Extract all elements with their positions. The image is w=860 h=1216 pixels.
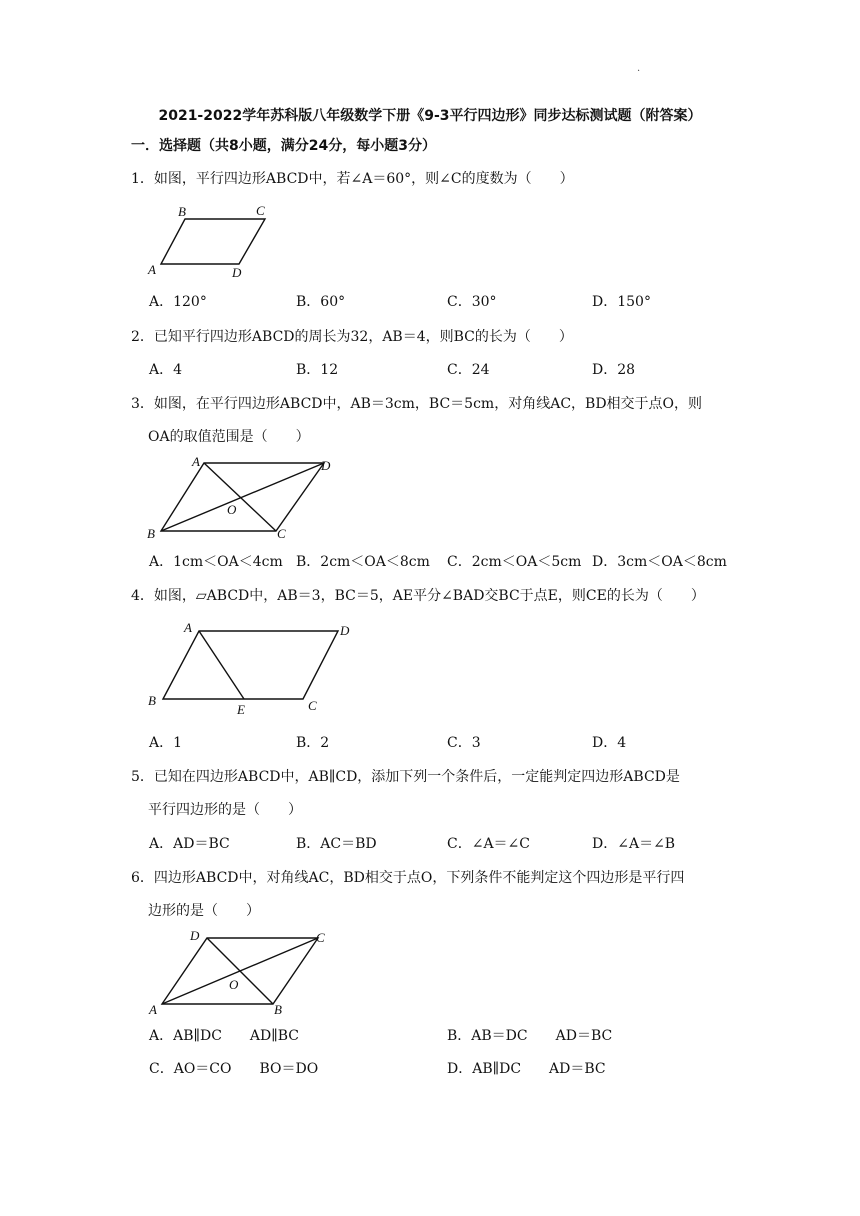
label-a: A (192, 454, 200, 469)
question-5-text-line-2: 平行四边形的是（ ） (148, 802, 302, 818)
section-heading: 一．选择题（共8小题，满分24分，每小题3分） (131, 138, 436, 154)
q4-option-b: B．2 (296, 735, 330, 751)
q6-option-b: B．AB＝DC AD＝BC (447, 1028, 613, 1044)
label-b: B (178, 204, 186, 219)
label-a: A (148, 262, 156, 277)
q5-option-c: C．∠A＝∠C (447, 836, 530, 852)
label-c: C (316, 930, 325, 945)
q4-option-d: D．4 (592, 735, 627, 751)
q2-option-c: C．24 (447, 362, 490, 378)
label-d: D (190, 928, 200, 943)
q5-option-b: B．AC＝BD (296, 836, 377, 852)
label-b: B (147, 526, 155, 541)
question-6-figure (140, 924, 340, 1020)
question-3-text-line-1: 3．如图，在平行四边形ABCD中，AB＝3cm，BC＝5cm，对角线AC，BD相交于点O，则 (131, 396, 703, 412)
question-1-figure (140, 200, 290, 280)
q2-option-d: D．28 (592, 362, 636, 378)
label-c: C (308, 698, 317, 713)
label-o: O (229, 977, 239, 992)
question-4-text: 4．如图，▱ABCD中，AB＝3，BC＝5，AE平分∠BAD交BC于点E，则CE的长为（ ） (131, 588, 705, 604)
q6-option-a: A．AB∥DC AD∥BC (149, 1028, 299, 1044)
parallelogram-shape (163, 631, 338, 699)
q3-option-c: C．2cm＜OA＜5cm (447, 554, 582, 570)
q6-option-d: D．AB∥DC AD＝BC (447, 1061, 606, 1077)
diagonal-bd (207, 938, 273, 1004)
q3-option-a: A．1cm＜OA＜4cm (149, 554, 283, 570)
q1-option-d: D．150° (592, 294, 651, 310)
label-d: D (321, 458, 331, 473)
page-title: 2021-2022学年苏科版八年级数学下册《9-3平行四边形》同步达标测试题（附答案） (158, 108, 702, 124)
q1-option-c: C．30° (447, 294, 497, 310)
q3-option-b: B．2cm＜OA＜8cm (296, 554, 430, 570)
q2-option-b: B．12 (296, 362, 339, 378)
label-c: C (277, 526, 286, 541)
question-1-text: 1．如图，平行四边形ABCD中，若∠A＝60°，则∠C的度数为（ ） (131, 171, 574, 187)
question-2-text: 2．已知平行四边形ABCD的周长为32，AB＝4，则BC的长为（ ） (131, 329, 573, 345)
corner-mark: · (637, 66, 641, 77)
label-c: C (256, 203, 265, 218)
q4-option-c: C．3 (447, 735, 481, 751)
diagonal-ac (204, 463, 276, 531)
q1-option-b: B．60° (296, 294, 346, 310)
q6-option-c: C．AO＝CO BO＝DO (149, 1061, 319, 1077)
parallelogram-shape (161, 219, 265, 264)
label-a: A (149, 1002, 157, 1017)
q2-option-a: A．4 (149, 362, 183, 378)
q5-option-a: A．AD＝BC (149, 836, 230, 852)
q4-option-a: A．1 (149, 735, 183, 751)
label-b: B (274, 1002, 282, 1017)
label-o: O (227, 502, 237, 517)
question-5-text-line-1: 5．已知在四边形ABCD中，AB∥CD，添加下列一个条件后，一定能判定四边形ABCD是 (131, 769, 680, 785)
q1-option-a: A．120° (149, 294, 207, 310)
label-d: D (340, 623, 350, 638)
bisector-ae (199, 631, 244, 699)
label-b: B (148, 693, 156, 708)
question-4-figure (140, 615, 370, 717)
label-d: D (232, 265, 242, 280)
question-3-text-line-2: OA的取值范围是（ ） (148, 429, 310, 445)
q5-option-d: D．∠A＝∠B (592, 836, 676, 852)
label-a: A (184, 620, 192, 635)
question-6-text-line-2: 边形的是（ ） (148, 903, 260, 919)
label-e: E (237, 702, 245, 717)
q3-option-d: D．3cm＜OA＜8cm (592, 554, 727, 570)
question-3-figure (140, 452, 350, 544)
question-6-text-line-1: 6．四边形ABCD中，对角线AC，BD相交于点O，下列条件不能判定这个四边形是平行四 (131, 870, 685, 886)
